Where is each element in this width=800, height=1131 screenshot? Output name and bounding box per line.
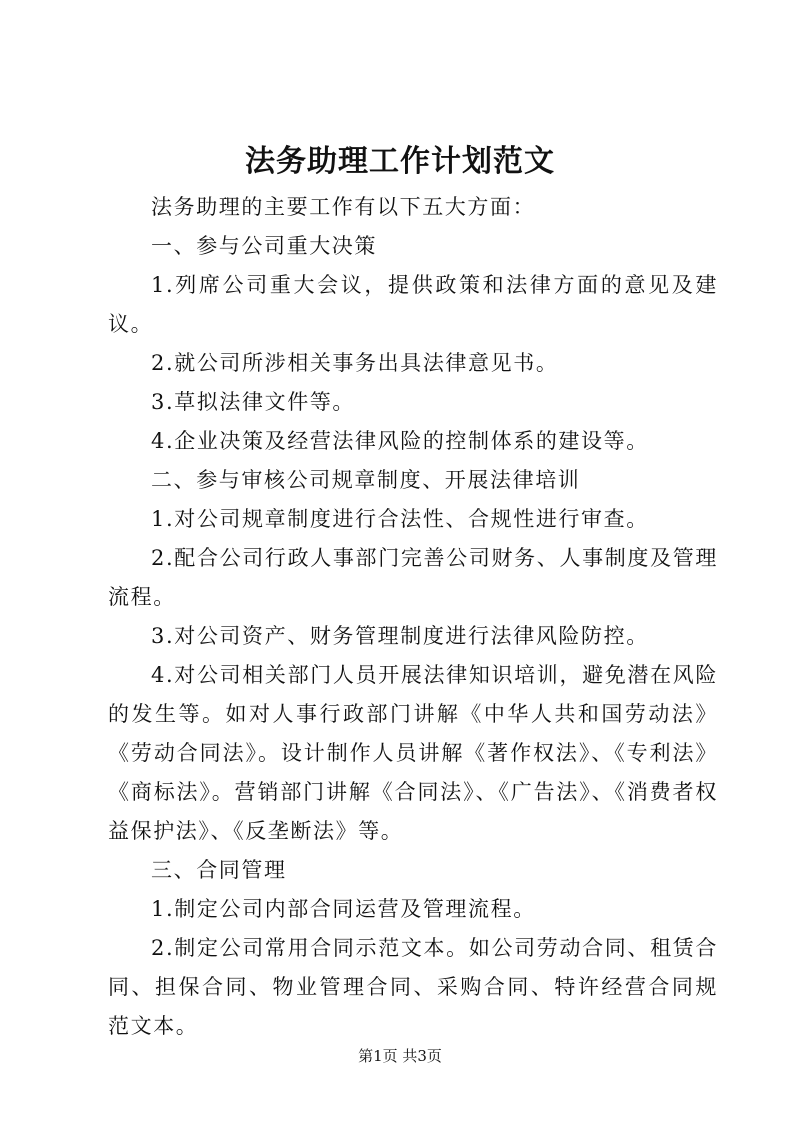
paragraph-item: 4.对公司相关部门人员开展法律知识培训，避免潜在风险的发生等。如对人事行政部门讲解《中华人共和国劳动法》《劳动合同法》。设计制作人员讲解《著作权法》、《专利法》《商标法》。营销部门讲解《合同法》、《广告法》、《消费者权益保护法》、《反垄断法》等。: [108, 663, 718, 843]
paragraph-item: 3.草拟法律文件等。: [151, 390, 356, 414]
section-heading-1: 一、参与公司重大决策: [151, 234, 377, 258]
paragraph-item: 4.企业决策及经营法律风险的控制体系的建设等。: [151, 429, 649, 453]
paragraph-item: 1.对公司规章制度进行合法性、合规性进行审查。: [151, 507, 649, 531]
document-title: 法务助理工作计划范文: [245, 144, 555, 179]
paragraph-item: 2.制定公司常用合同示范文本。如公司劳动合同、租赁合同、担保合同、物业管理合同、采购合同、特许经营合同规范文本。: [108, 936, 718, 1038]
paragraph-item: 1.列席公司重大会议，提供政策和法律方面的意见及建议。: [108, 273, 718, 336]
section-heading-2: 二、参与审核公司规章制度、开展法律培训: [151, 468, 581, 492]
document-body: [108, 188, 718, 1046]
paragraph-intro: 法务助理的主要工作有以下五大方面：: [151, 195, 536, 219]
section-heading-3: 三、合同管理: [151, 858, 287, 882]
paragraph-item: 2.配合公司行政人事部门完善公司财务、人事制度及管理流程。: [108, 546, 718, 609]
paragraph-item: 3.对公司资产、财务管理制度进行法律风险防控。: [151, 624, 649, 648]
paragraph-item: 2.就公司所涉相关事务出具法律意见书。: [151, 351, 559, 375]
page-number: 第1页 共3页: [358, 1047, 442, 1065]
paragraph-item: 1.制定公司内部合同运营及管理流程。: [151, 897, 536, 921]
